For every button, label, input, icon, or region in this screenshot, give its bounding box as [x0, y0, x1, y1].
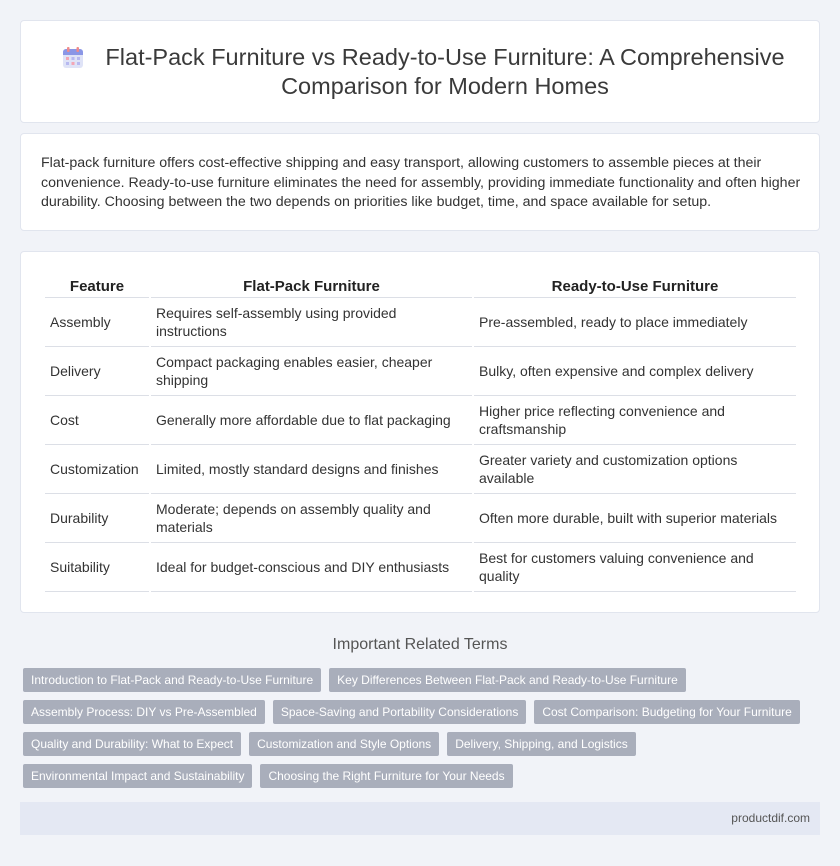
table-row — [45, 543, 796, 592]
feature-cell: Durability — [45, 494, 149, 543]
feature-cell: Delivery — [45, 347, 149, 396]
table-row — [45, 396, 796, 445]
intro-card — [20, 133, 820, 231]
ready-to-use-cell: Pre-assembled, ready to place immediately — [474, 298, 796, 347]
related-term-tag[interactable]: Customization and Style Options — [249, 732, 439, 756]
flat-pack-cell: Requires self-assembly using provided instructions — [151, 298, 472, 347]
flat-pack-cell: Moderate; depends on assembly quality and materials — [151, 494, 472, 543]
ready-to-use-cell: Often more durable, built with superior materials — [474, 494, 796, 543]
flat-pack-cell: Compact packaging enables easier, cheaper shipping — [151, 347, 472, 396]
flat-pack-cell: Ideal for budget-conscious and DIY enthusiasts — [151, 543, 472, 592]
tag-row — [23, 668, 803, 692]
footer — [20, 802, 820, 835]
related-term-tag[interactable]: Introduction to Flat-Pack and Ready-to-Use Furniture — [23, 668, 321, 692]
related-term-tag[interactable]: Delivery, Shipping, and Logistics — [447, 732, 636, 756]
table-row — [45, 445, 796, 494]
header-flat-pack: Flat-Pack Furniture — [151, 274, 472, 298]
tag-row — [23, 732, 803, 756]
footer-site-link[interactable]: productdif.com — [731, 811, 810, 825]
ready-to-use-cell: Bulky, often expensive and complex delivery — [474, 347, 796, 396]
feature-cell: Assembly — [45, 298, 149, 347]
related-term-tag[interactable]: Environmental Impact and Sustainability — [23, 764, 252, 788]
tag-row — [23, 700, 803, 724]
header-card — [20, 20, 820, 123]
related-term-tag[interactable]: Cost Comparison: Budgeting for Your Furniture — [534, 700, 799, 724]
comparison-table — [43, 274, 798, 592]
ready-to-use-cell: Greater variety and customization options available — [474, 445, 796, 494]
related-term-tag[interactable]: Key Differences Between Flat-Pack and Ready-to-Use Furniture — [329, 668, 686, 692]
comparison-table-card — [20, 251, 820, 613]
feature-cell: Suitability — [45, 543, 149, 592]
flat-pack-cell: Generally more affordable due to flat packaging — [151, 396, 472, 445]
intro-paragraph: Flat-pack furniture offers cost-effective shipping and easy transport, allowing customers to assemble pieces at their convenience. Ready-to-use furniture eliminates the need for assembly, providing immediate functionality and often higher durability. Choosing between the two depends on priorities like budget, time, and space available for setup. — [41, 155, 801, 210]
related-term-tag[interactable]: Quality and Durability: What to Expect — [23, 732, 241, 756]
table-header-row — [45, 274, 796, 298]
tag-row — [23, 764, 803, 788]
ready-to-use-cell: Best for customers valuing convenience and quality — [474, 543, 796, 592]
related-term-tag[interactable]: Space-Saving and Portability Considerations — [273, 700, 526, 724]
table-row — [45, 298, 796, 347]
related-term-tag[interactable]: Assembly Process: DIY vs Pre-Assembled — [23, 700, 265, 724]
table-row — [45, 494, 796, 543]
related-terms-title: Important Related Terms — [332, 636, 508, 653]
header-feature: Feature — [45, 274, 149, 298]
feature-cell: Customization — [45, 445, 149, 494]
related-term-tag[interactable]: Choosing the Right Furniture for Your Needs — [260, 764, 512, 788]
page-title: Flat-Pack Furniture vs Ready-to-Use Furniture: A Comprehensive Comparison for Modern Homes — [105, 44, 785, 99]
feature-cell: Cost — [45, 396, 149, 445]
related-terms-list — [23, 668, 803, 796]
flat-pack-cell: Limited, mostly standard designs and finishes — [151, 445, 472, 494]
table-row — [45, 347, 796, 396]
header-ready-to-use: Ready-to-Use Furniture — [474, 274, 796, 298]
ready-to-use-cell: Higher price reflecting convenience and craftsmanship — [474, 396, 796, 445]
